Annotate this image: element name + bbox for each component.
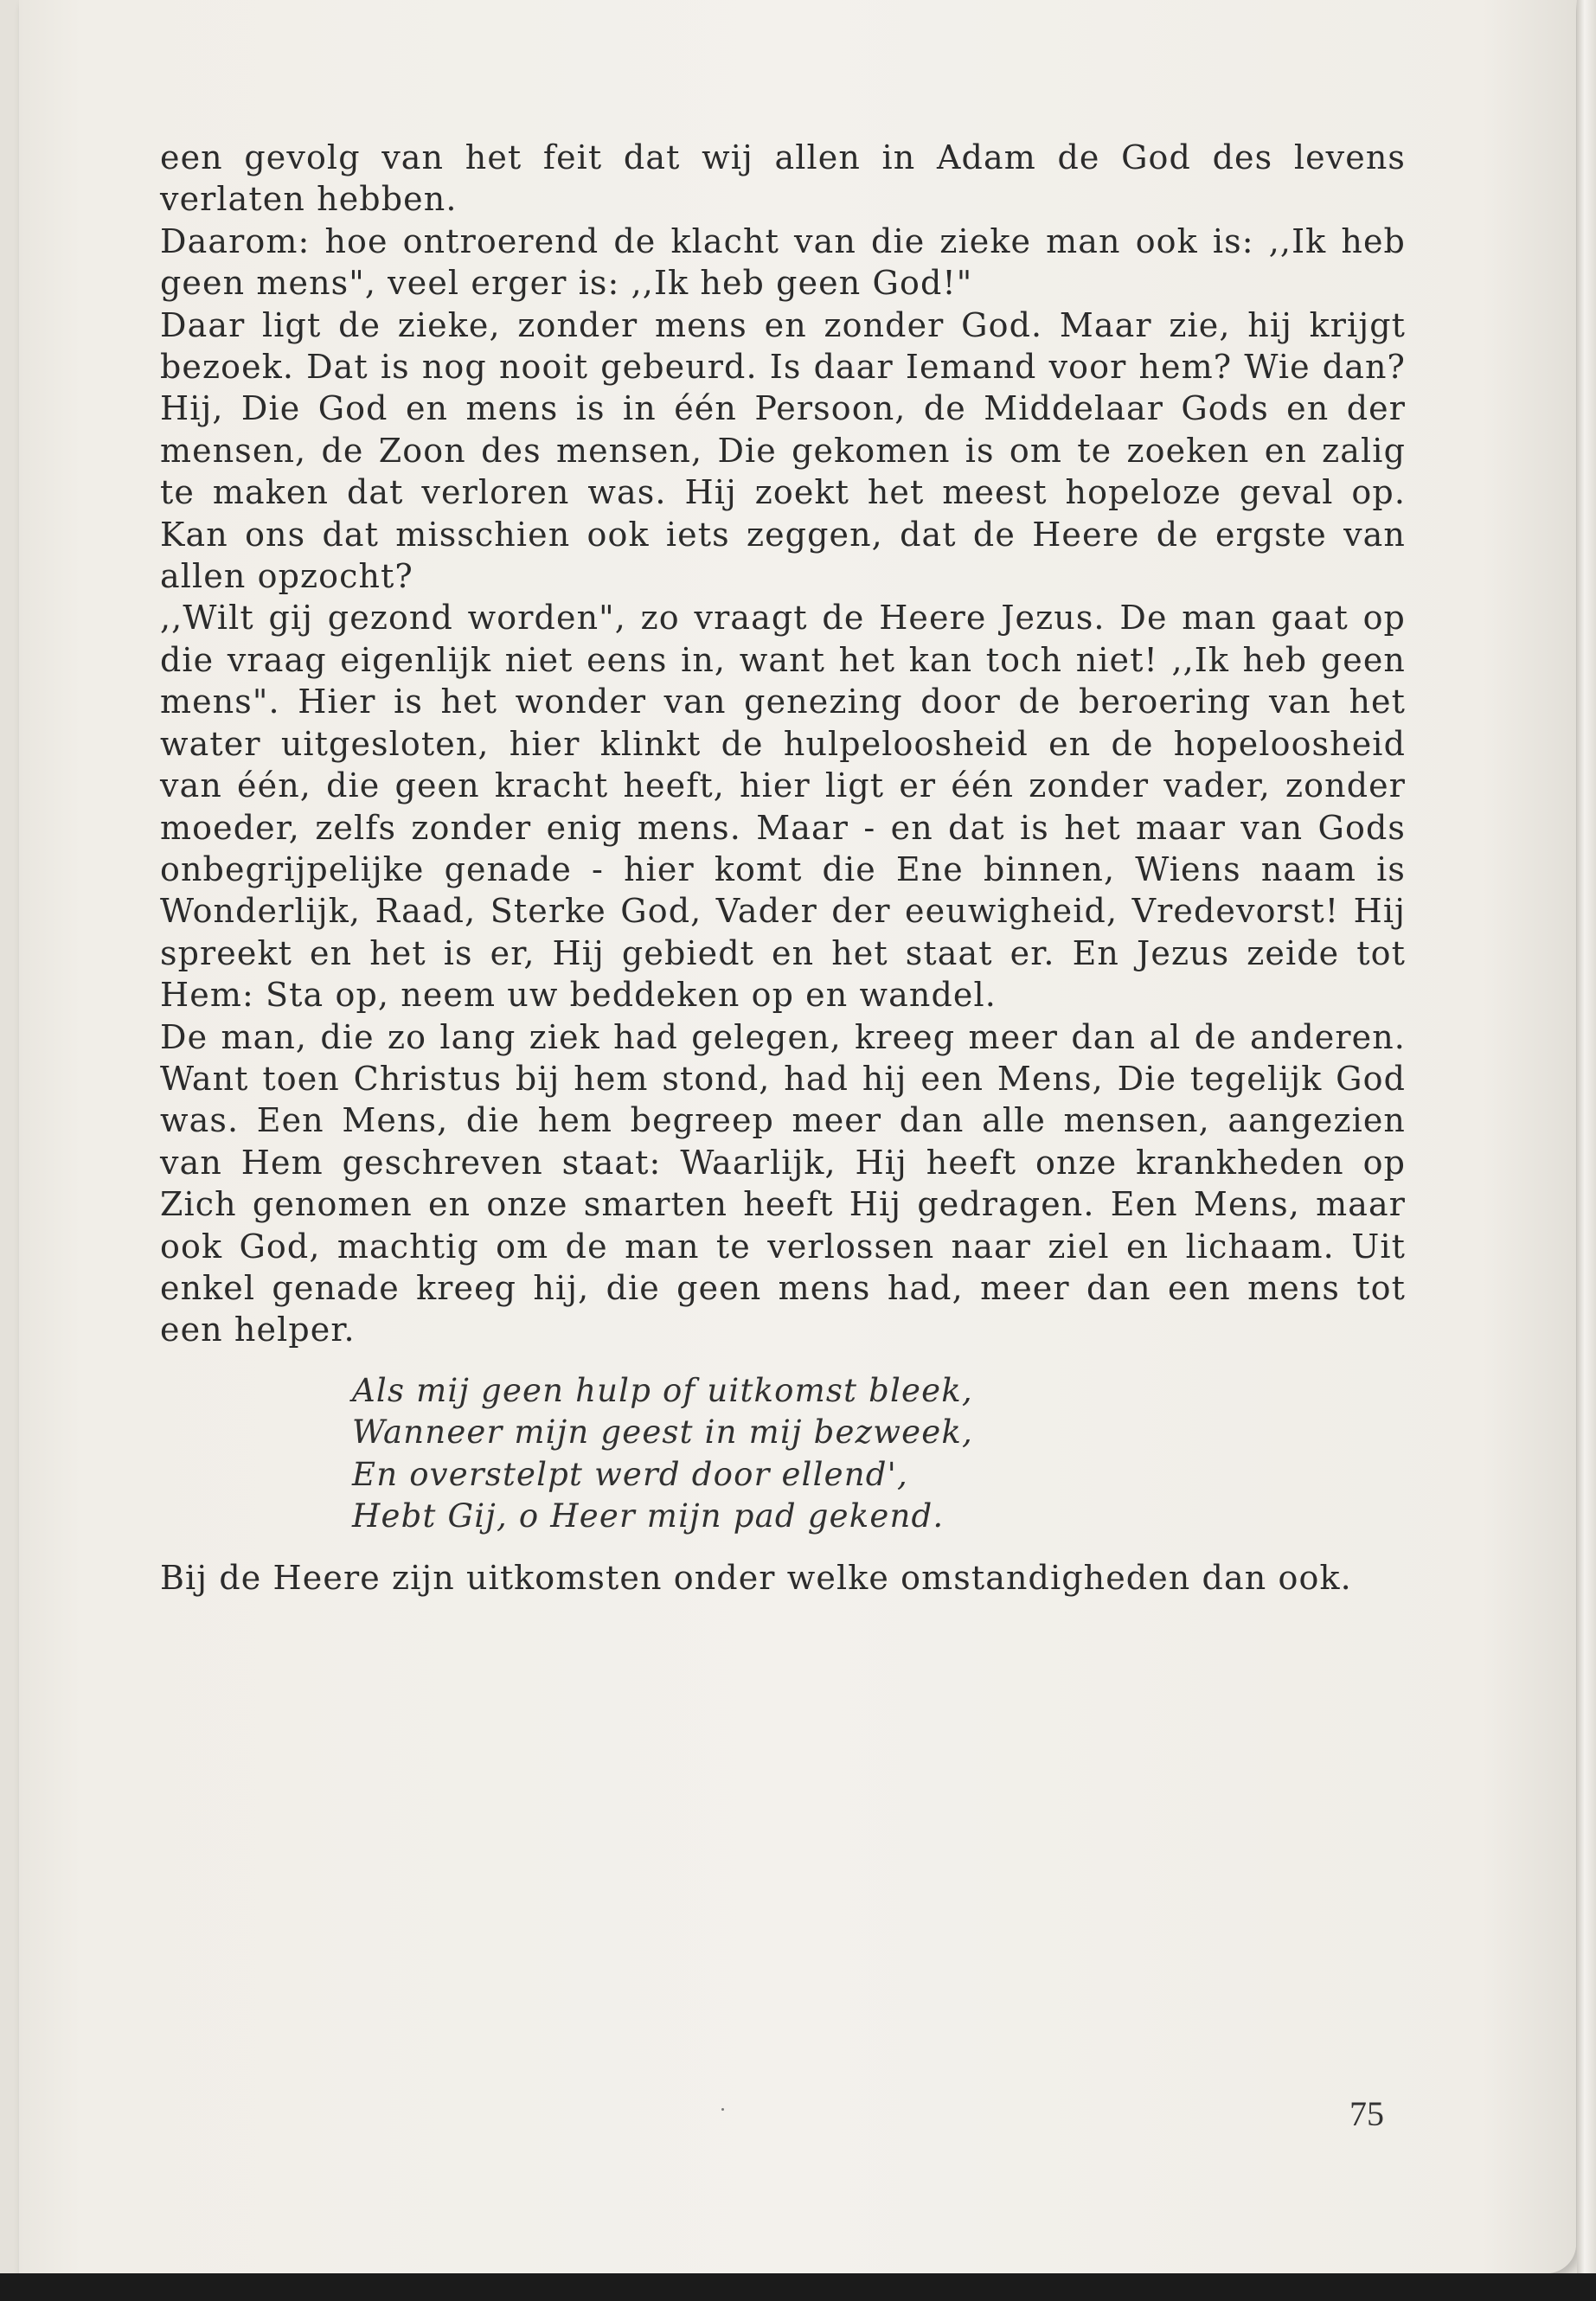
poem-line-2: Wanneer mijn geest in mij bezweek, [352,1413,973,1452]
paragraph-3: Daar ligt de zieke, zonder mens en zonder God. Maar zie, hij krijgt bezoek. Dat is nog nooit gebeurd. Is daar Iemand voor hem? Wie dan? Hij, Die God en mens is in één Persoon, de Middelaar Gods en der mensen, de Zoon des mensen, Die gekomen is om te zoeken en zalig te maken dat verloren was. Hij zoekt het meest hopeloze geval op. Kan ons dat misschien ook iets zeggen, dat de Heere de ergste van allen opzocht? [160,305,1406,596]
paragraph-4: ,,Wilt gij gezond worden", zo vraagt de Heere Jezus. De man gaat op die vraag eigenlijk niet eens in, want het kan toch niet! ,,Ik heb geen mens". Hier is het wonder van genezing door de beroering van het water uitgesloten, hier klinkt de hulpeloosheid en de hopeloosheid van één, die geen kracht heeft, hier ligt er één zonder vader, zonder moeder, zelfs zonder enig mens. Maar - en dat is het maar van Gods onbegrijpelijke genade - hier komt die Ene binnen, Wiens naam is Wonderlijk, Raad, Sterke God, Vader der eeuwigheid, Vredevorst! Hij spreekt en het is er, Hij gebiedt en het staat er. En Jezus zeide tot Hem: Sta op, neem uw beddeken op en wandel. [160,599,1406,1015]
paragraph-5: De man, die zo lang ziek had gelegen, kreeg meer dan al de anderen. Want toen Christus bij hem stond, had hij een Mens, Die tegelijk God was. Een Mens, die hem begreep meer dan alle mensen, aangezien van Hem geschreven staat: Waarlijk, Hij heeft onze krankheden op Zich genomen en onze smarten heeft Hij gedragen. Een Mens, maar ook God, machtig om de man te verlossen naar ziel en lichaam. Uit enkel genade kreeg hij, die geen mens had, meer dan een mens tot een helper. [160,1017,1406,1349]
speck [721,2108,724,2111]
page-number: 75 [1349,2094,1384,2133]
poem-line-1: Als mij geen hulp of uitkomst bleek, [352,1371,973,1409]
page-edge-stack [1577,0,1596,2301]
closing-paragraph: Bij de Heere zijn uitkomsten onder welke omstandigheden dan ook. [160,1558,1352,1597]
poem-line-3: En overstelpt werd door ellend', [352,1455,908,1493]
body-text [160,137,1406,1599]
paragraph-1: een gevolg van het feit dat wij allen in Adam de God des levens verlaten hebben. [160,138,1406,219]
poem-line-4: Hebt Gij, o Heer mijn pad gekend. [352,1497,945,1535]
poem-quote [352,1370,1406,1538]
paragraph-2: Daarom: hoe ontroerend de klacht van die zieke man ook is: ,,Ik heb geen mens", veel erger is: ,,Ik heb geen God!" [160,221,1406,303]
scan-bottom-border [0,2273,1596,2301]
paper-sheet [19,0,1576,2273]
